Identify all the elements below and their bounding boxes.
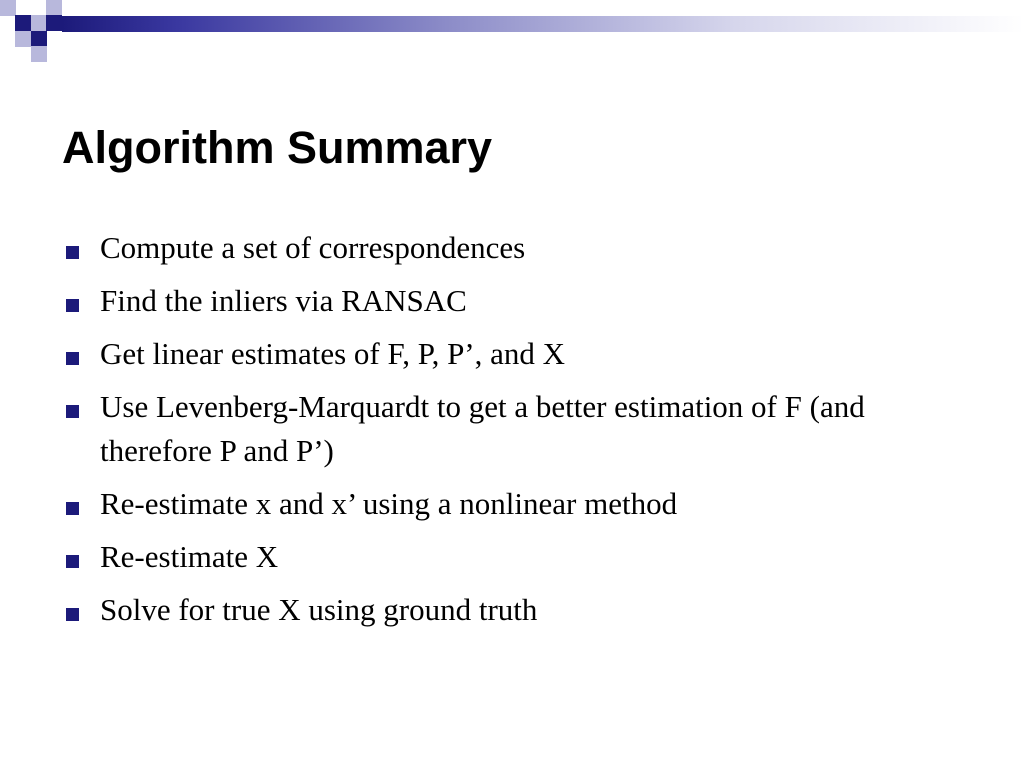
bullet-text: Solve for true X using ground truth bbox=[100, 592, 538, 627]
square-bullet-icon bbox=[66, 299, 79, 312]
decorative-square-dark bbox=[46, 15, 62, 31]
decorative-square-dark bbox=[31, 31, 47, 47]
decorative-square-light bbox=[31, 15, 47, 31]
square-bullet-icon bbox=[66, 405, 79, 418]
bullet-item bbox=[62, 279, 962, 323]
decorative-square-light bbox=[15, 31, 31, 47]
square-bullet-icon bbox=[66, 246, 79, 259]
bullet-item bbox=[62, 226, 962, 270]
header-gradient-bar bbox=[62, 16, 1024, 32]
slide-title: Algorithm Summary bbox=[62, 122, 493, 173]
bullet-text: Use Levenberg-Marquardt to get a better estimation of F (and therefore P and P’) bbox=[100, 389, 865, 468]
bullet-item bbox=[62, 535, 962, 579]
square-bullet-icon bbox=[66, 608, 79, 621]
bullet-text: Re-estimate x and x’ using a nonlinear method bbox=[100, 486, 678, 521]
bullet-item bbox=[62, 385, 962, 473]
bullet-item bbox=[62, 588, 962, 632]
decorative-square-light bbox=[46, 0, 62, 16]
bullet-text: Get linear estimates of F, P, P’, and X bbox=[100, 336, 566, 371]
header-decoration bbox=[0, 0, 1024, 62]
bullet-text: Compute a set of correspondences bbox=[100, 230, 526, 265]
bullet-text: Find the inliers via RANSAC bbox=[100, 283, 467, 318]
square-bullet-icon bbox=[66, 502, 79, 515]
square-bullet-icon bbox=[66, 352, 79, 365]
bullet-item bbox=[62, 332, 962, 376]
bullet-item bbox=[62, 482, 962, 526]
decorative-square-light bbox=[0, 0, 16, 16]
bullet-text: Re-estimate X bbox=[100, 539, 279, 574]
bullet-list bbox=[62, 226, 962, 641]
square-bullet-icon bbox=[66, 555, 79, 568]
decorative-square-light bbox=[31, 46, 47, 62]
decorative-square-dark bbox=[15, 15, 31, 31]
